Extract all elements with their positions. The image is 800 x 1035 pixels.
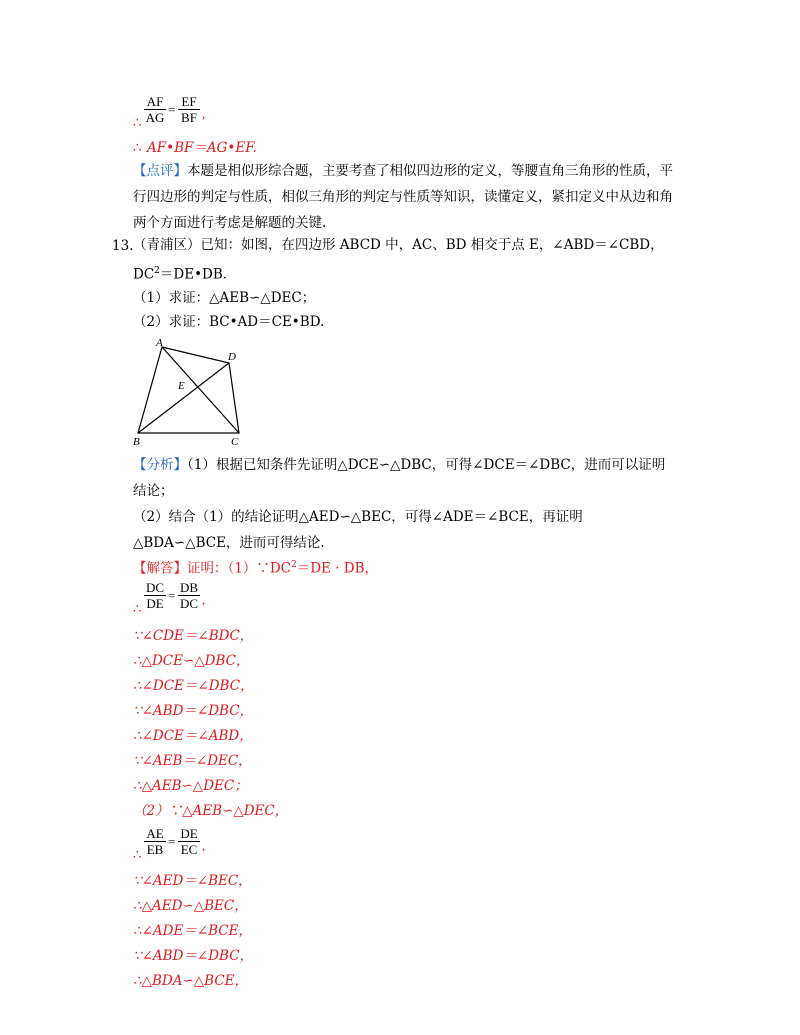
frac-den: DE <box>146 596 164 611</box>
solution-text: 证明：（1）∵DC <box>187 560 291 577</box>
frac-tail: , <box>202 106 206 121</box>
frac-num: EF <box>178 94 200 110</box>
frac-num: DC <box>145 580 165 595</box>
frac-den: DC <box>179 596 199 611</box>
proof-step: ∵∠AEB＝∠DEC， <box>133 753 252 769</box>
comment-paragraph <box>133 158 673 236</box>
analysis-paragraph-1 <box>133 452 673 504</box>
comment-tag: 【点评】 <box>133 163 187 179</box>
frac-den: EC <box>180 842 198 857</box>
therefore-symbol: ∴ <box>133 140 142 156</box>
proof-step: ∴△BDA∽△BCE， <box>133 973 249 989</box>
proof-step: ∴△AED∽△BEC， <box>133 898 248 914</box>
label-b: B <box>133 436 140 448</box>
superscript: 2 <box>154 266 160 276</box>
analysis-paragraph-2: （2）结合（1）的结论证明△AED∽△BEC，可得∠ADE＝∠BCE，再证明△BDA∽△BCE，进而可得结论. <box>133 509 583 551</box>
question-number: 13. <box>112 238 134 254</box>
solution-tag: 【解答】 <box>133 560 187 577</box>
frac-num: DE <box>178 826 200 842</box>
proof-step: ∴∠DCE＝∠DBC， <box>133 678 254 694</box>
frac-num: AE <box>144 826 166 842</box>
label-d: D <box>228 351 236 363</box>
proof-step: ∴△DCE∽△DBC， <box>133 653 250 669</box>
label-a: A <box>156 337 163 349</box>
therefore-symbol: ∴ <box>133 115 142 131</box>
superscript: 2 <box>291 560 297 570</box>
question-text: （青浦区）已知：如图，在四边形 ABCD 中，AC、BD 相交于点 E，∠ABD＝∠CBD，DC <box>133 237 664 283</box>
quadrilateral-figure <box>128 335 253 450</box>
therefore-symbol: ∴ <box>133 847 142 863</box>
question-text-end: ＝DE•DB. <box>159 266 228 283</box>
solution-header <box>133 556 378 578</box>
diagonal-bd <box>138 363 229 433</box>
proof-step: ∵∠ABD＝∠DBC， <box>133 948 254 964</box>
proof-step: ∵∠AED＝∠BEC， <box>133 873 252 889</box>
solution-text-end: ＝DE · DB， <box>296 560 379 577</box>
frac-tail: , <box>202 592 206 607</box>
proof-step: ∵∠ABD＝∠DBC， <box>133 703 254 719</box>
conclusion-line <box>133 139 257 157</box>
proof-step: ∴∠DCE＝∠ABD， <box>133 728 253 744</box>
question-part-1: （1）求证：△AEB∽△DEC； <box>133 290 316 306</box>
frac-den: BF <box>181 110 197 125</box>
proof-step: ∴∠ADE＝∠BCE， <box>133 923 252 939</box>
frac-den: AG <box>145 110 165 125</box>
frac-eq: = <box>168 588 176 603</box>
proof-step: ∴△AEB∽△DEC； <box>133 778 248 794</box>
frac-eq: = <box>168 834 176 849</box>
comment-text: 本题是相似形综合题，主要考查了相似四边形的定义，等腰直角三角形的性质，平行四边形的判定与性质，相似三角形的判定与性质等知识，读懂定义，紧扣定义中从边和角两个方面进行考虑是解题的关键. <box>133 163 673 231</box>
therefore-symbol: ∴ <box>133 601 142 617</box>
question-part-2: （2）求证：BC•AD＝CE•BD. <box>133 314 325 330</box>
proof-step: （2）∵△AEB∽△DEC， <box>133 803 289 819</box>
question-13 <box>133 232 673 288</box>
frac-den: EB <box>146 842 164 857</box>
label-c: C <box>231 436 239 448</box>
frac-tail: , <box>202 838 206 853</box>
frac-eq: = <box>168 102 176 117</box>
frac-num: DB <box>179 580 199 595</box>
frac-num: AF <box>144 94 166 110</box>
conclusion-text: AF•BF＝AG•EF. <box>147 140 257 156</box>
label-e: E <box>178 380 185 392</box>
proof-step: ∵∠CDE＝∠BDC， <box>133 628 254 644</box>
quadrilateral-outline <box>138 347 239 433</box>
analysis-tag: 【分析】 <box>133 457 187 473</box>
analysis-text-1: （1）根据已知条件先证明△DCE∽△DBC，可得∠DCE＝∠DBC，进而可以证明结论； <box>133 457 666 499</box>
